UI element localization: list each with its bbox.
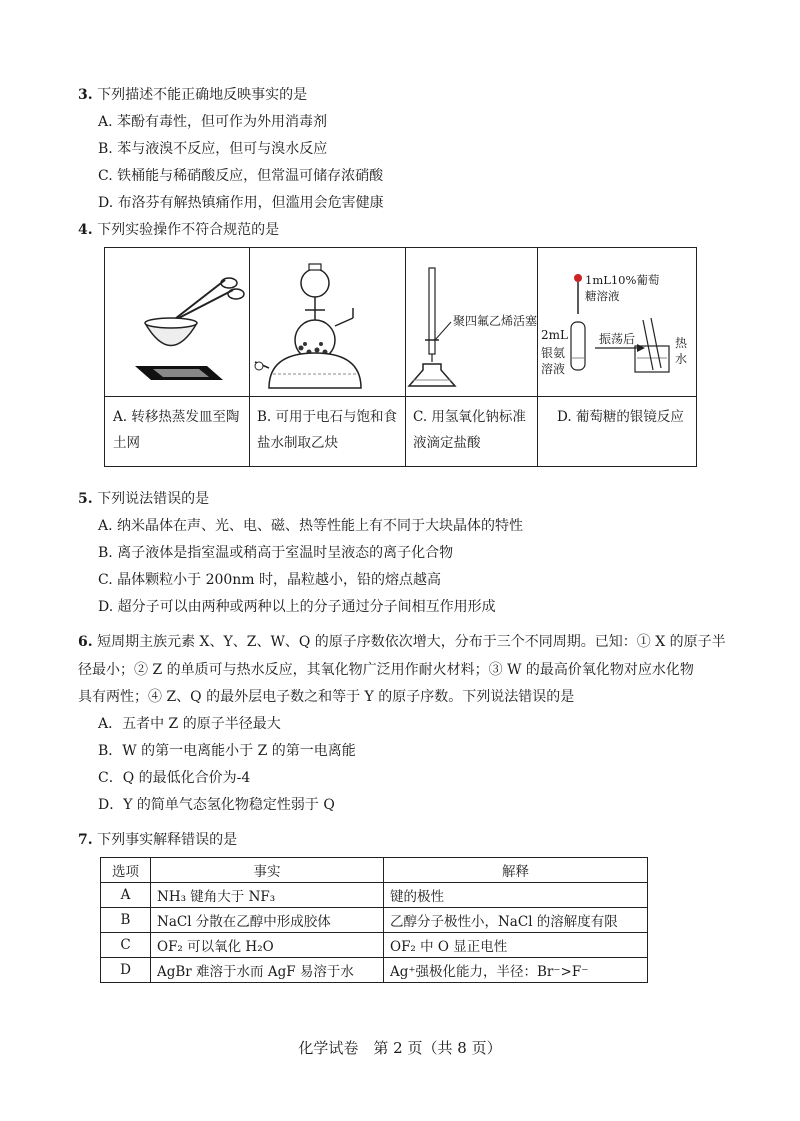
q5-option-b: B. 离子液体是指室温或稍高于室温时呈液态的离子化合物 <box>98 545 454 561</box>
q6-number: 6. <box>78 634 93 650</box>
table-row <box>101 933 648 958</box>
cell-explanation: Ag⁺强极化能力，半径：Br⁻>F⁻ <box>384 958 648 983</box>
q6-stem-line-2: 径最小；② Z 的单质可与热水反应，其氧化物广泛用作耐火材料；③ W 的最高价氧化物对应水化物 <box>78 662 694 678</box>
figure-b-gas-generator <box>249 248 405 396</box>
q5-option-d: D. 超分子可以由两种或两种以上的分子通过分子间相互作用形成 <box>98 599 496 615</box>
q3-option-c: C. 铁桶能与稀硝酸反应，但常温可储存浓硝酸 <box>98 168 384 184</box>
q5-option-a: A. 纳米晶体在声、光、电、磁、热等性能上有不同于大块晶体的特性 <box>98 518 524 534</box>
cell-explanation: 键的极性 <box>384 883 648 908</box>
table-row <box>101 958 648 983</box>
q6-option-b: B．W 的第一电离能小于 Z 的第一电离能 <box>98 743 356 759</box>
q4-number: 4. <box>78 222 93 238</box>
q6-stem-line-1 <box>78 631 726 651</box>
cell-fact: NH₃ 键角大于 NF₃ <box>151 883 384 908</box>
header-explanation: 解释 <box>384 858 648 883</box>
divider <box>105 396 696 397</box>
q3-option-a: A. 苯酚有毒性，但可作为外用消毒剂 <box>98 114 328 130</box>
q7-number: 7. <box>78 832 93 848</box>
header-option: 选项 <box>101 858 151 883</box>
caption-c-line-2: 液滴定盐酸 <box>413 435 481 451</box>
q6-option-d: D．Y 的简单气态氢化物稳定性弱于 Q <box>98 797 335 813</box>
figure-a-evaporating-dish <box>105 248 249 396</box>
q3-option-d: D. 布洛芬有解热镇痛作用，但滥用会危害健康 <box>98 195 384 211</box>
figure-d-shake-label: 振荡后 <box>599 332 636 346</box>
q7-stem-text: 下列事实解释错误的是 <box>97 832 238 848</box>
figure-d-silver-label-3: 溶液 <box>541 362 566 376</box>
caption-d <box>557 404 684 430</box>
figure-d-hot-label-1: 热 <box>675 336 688 350</box>
caption-c-line-1: C. 用氢氧化钠标准 <box>413 409 526 425</box>
q4-experiment-table <box>104 247 697 467</box>
caption-a <box>113 404 239 456</box>
q5-option-c: C. 晶体颗粒小于 200nm 时，晶粒越小，铅的熔点越高 <box>98 572 442 588</box>
caption-b <box>257 404 397 456</box>
table-row <box>101 883 648 908</box>
cell-fact: AgBr 难溶于水而 AgF 易溶于水 <box>151 958 384 983</box>
q7-table <box>100 857 648 983</box>
q5-stem <box>78 488 209 508</box>
cell-explanation: OF₂ 中 O 显正电性 <box>384 933 648 958</box>
q5-stem-text: 下列说法错误的是 <box>97 491 210 507</box>
q6-stem-line-3: 具有两性；④ Z、Q 的最外层电子数之和等于 Y 的原子序数。下列说法错误的是 <box>78 689 575 705</box>
cell-option: D <box>101 958 151 983</box>
q4-stem <box>78 219 279 239</box>
figure-c-stopcock-label: 聚四氟乙烯活塞 <box>453 314 538 328</box>
q6-stem-text-1: 短周期主族元素 X、Y、Z、W、Q 的原子序数依次增大，分布于三个不同周期。已知：① X 的原子半 <box>97 634 726 650</box>
cell-option: B <box>101 908 151 933</box>
q5-number: 5. <box>78 491 93 507</box>
q7-stem <box>78 829 237 849</box>
figure-d-silver-label-2: 银氨 <box>541 346 566 360</box>
caption-a-line-1: A. 转移热蒸发皿至陶 <box>113 409 240 425</box>
caption-c <box>413 404 526 456</box>
caption-b-line-1: B. 可用于电石与饱和食 <box>257 409 398 425</box>
q4-stem-text: 下列实验操作不符合规范的是 <box>97 222 280 238</box>
figure-d-glucose-label-1: 1mL10%葡萄 <box>585 273 660 287</box>
cell-fact: OF₂ 可以氧化 H₂O <box>151 933 384 958</box>
q6-option-a: A．五者中 Z 的原子半径最大 <box>98 716 281 732</box>
caption-b-line-2: 盐水制取乙炔 <box>257 435 338 451</box>
q3-option-b: B. 苯与液溴不反应，但可与溴水反应 <box>98 141 328 157</box>
caption-d-line-1: D. 葡萄糖的银镜反应 <box>557 409 684 425</box>
figure-d-glucose-label-2: 糖溶液 <box>585 289 620 303</box>
q3-number: 3. <box>78 87 93 103</box>
caption-a-line-2: 土网 <box>113 435 140 451</box>
figure-d-hot-label-2: 水 <box>675 352 688 366</box>
header-fact: 事实 <box>151 858 384 883</box>
cell-option: A <box>101 883 151 908</box>
q3-stem-text: 下列描述不能正确地反映事实的是 <box>97 87 308 103</box>
table-row <box>101 908 648 933</box>
table-header-row <box>101 858 648 883</box>
figure-d-silver-label-1: 2mL <box>541 328 568 342</box>
q3-stem <box>78 84 307 104</box>
cell-fact: NaCl 分散在乙醇中形成胶体 <box>151 908 384 933</box>
page-footer: 化学试卷 第 2 页（共 8 页） <box>298 1039 502 1057</box>
cell-option: C <box>101 933 151 958</box>
cell-explanation: 乙醇分子极性小，NaCl 的溶解度有限 <box>384 908 648 933</box>
q6-option-c: C．Q 的最低化合价为-4 <box>98 770 251 786</box>
